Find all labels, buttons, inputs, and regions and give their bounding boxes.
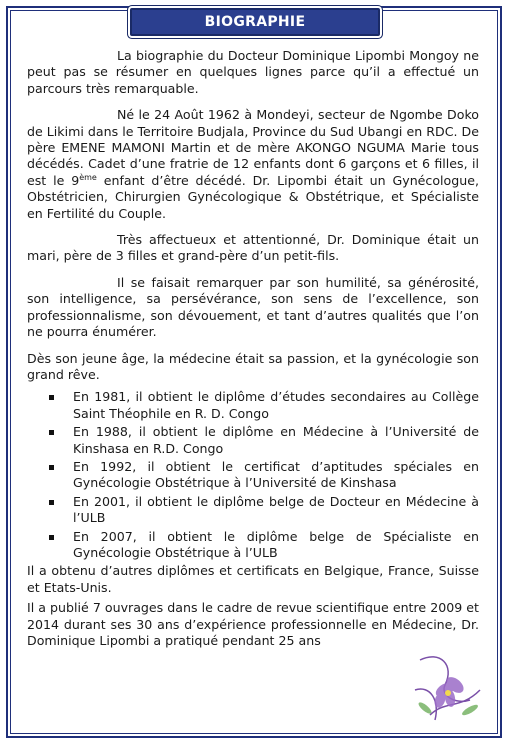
list-item bbox=[49, 424, 479, 457]
milestone-text: En 1992, il obtient le certificat d’aptitudes spéciales en Gynécologie Obstétrique à l’Université de Kinshasa bbox=[73, 458, 479, 491]
biography-content bbox=[27, 48, 479, 649]
bullet-icon bbox=[49, 500, 54, 505]
paragraph-publications: Il a publié 7 ouvrages dans le cadre de revue scientifique entre 2009 et 2014 durant ses 30 ans d’expérience professionnelle en Médecine, Dr. Dominique Lipombi a pratiqué pendant 25 ans bbox=[27, 600, 479, 648]
paragraph-diplomas: Il a obtenu d’autres diplômes et certificats en Belgique, France, Suisse et Etats-Unis. bbox=[27, 563, 479, 595]
biography-header bbox=[130, 8, 380, 36]
paragraph-qualities: Il se faisait remarquer par son humilité, sa générosité, son intelligence, sa persévérance, son sens de l’excellence, son professionnalisme, son dévouement, et tant d’autres qualités que l’on ne pourra énumérer. bbox=[27, 274, 479, 340]
milestone-text: En 2007, il obtient le diplôme belge de Spécialiste en Gynécologie Obstétrique à l’ULB bbox=[73, 528, 479, 560]
bullet-icon bbox=[49, 395, 54, 400]
list-item bbox=[49, 459, 479, 492]
milestone-text: En 2001, il obtient le diplôme belge de Docteur en Médecine à l’ULB bbox=[73, 493, 479, 526]
purple-flower-icon bbox=[400, 630, 500, 730]
milestone-text: En 1988, il obtient le diplôme en Médecine à l’Université de Kinshasa en R.D. Congo bbox=[73, 424, 479, 456]
header-title: BIOGRAPHIE bbox=[204, 14, 306, 30]
milestone-text: En 1981, il obtient le diplôme d’études secondaires au Collège Saint Théophile en R. D. Congo bbox=[73, 389, 479, 421]
paragraph-birth-part1: Né le 24 Août 1962 à Mondeyi, secteur de Ngombe Doko de Likimi dans le Territoire Budjala, Province du Sud Ubangi en RDC. De père EMENE MAMONI Martin et de mère AKONGO NGUMA Marie tous décédés. Cadet d’une fratrie de 12 enfants dont 6 garçons et 6 filles, il est le 9 bbox=[27, 107, 479, 188]
paragraph-passion: Dès son jeune âge, la médecine était sa passion, et la gynécologie son grand rêve. bbox=[27, 350, 479, 382]
paragraph-birth-part2: enfant d’être décédé. Dr. Lipombi était un Gynécologue, Obstétricien, Chirurgien Gynécologique & Obstétrique, et Spécialiste en Fertilité du Couple. bbox=[27, 172, 479, 221]
milestones-list bbox=[27, 389, 479, 561]
bullet-icon bbox=[49, 430, 54, 435]
bullet-icon bbox=[49, 465, 54, 470]
list-item bbox=[49, 389, 479, 422]
paragraph-family: Très affectueux et attentionné, Dr. Dominique était un mari, père de 3 filles et grand-père d’un petit-fils. bbox=[27, 232, 479, 264]
paragraph-birth bbox=[27, 107, 479, 222]
ordinal-suffix: ème bbox=[79, 172, 97, 182]
bullet-icon bbox=[49, 535, 54, 540]
paragraph-intro: La biographie du Docteur Dominique Lipombi Mongoy ne peut pas se résumer en quelques lignes parce qu’il a effectué un parcours très remarquable. bbox=[27, 48, 479, 96]
list-item bbox=[49, 529, 479, 562]
list-item bbox=[49, 494, 479, 527]
